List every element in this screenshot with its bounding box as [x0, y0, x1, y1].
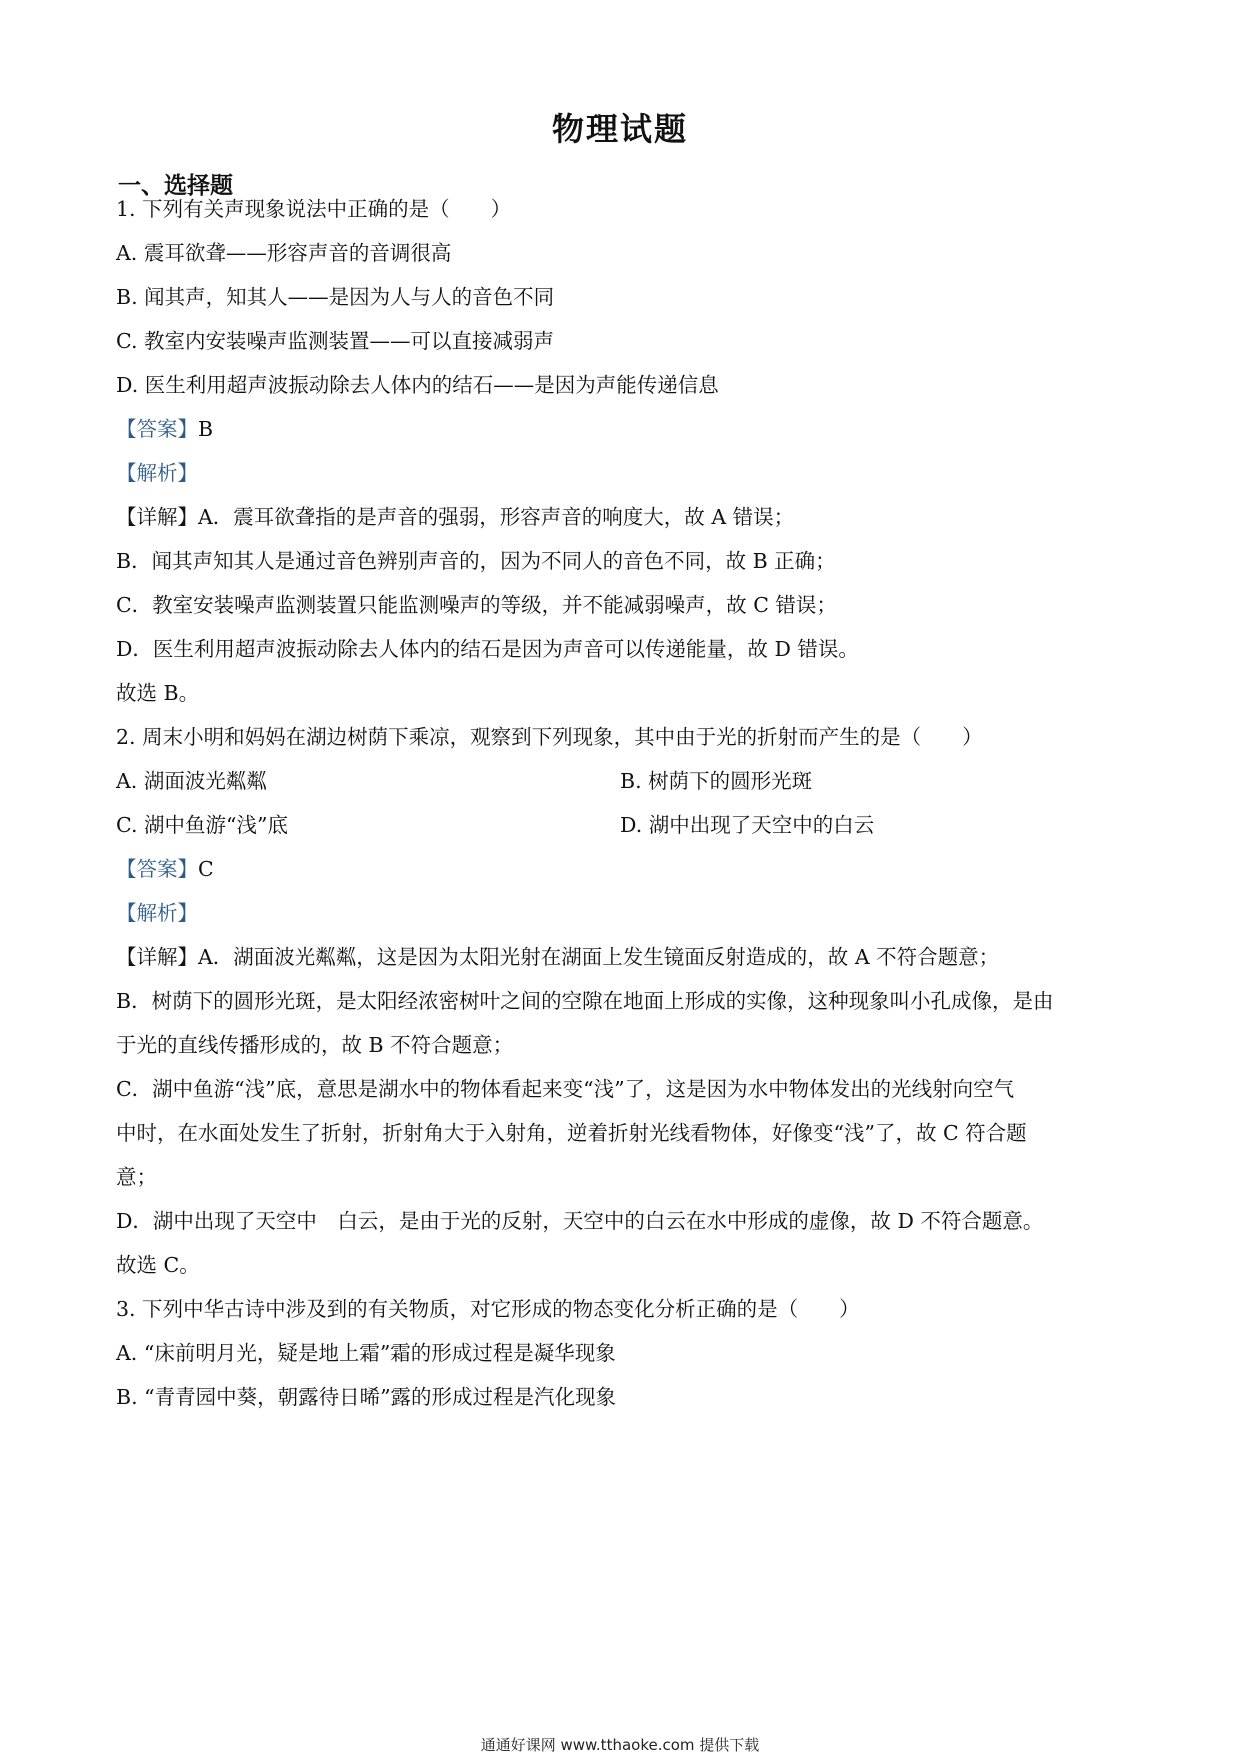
question-3-option-b: B. “青青园中葵，朝露待日晞”露的形成过程是汽化现象: [116, 1385, 617, 1409]
answer-tag: 【答案】: [116, 417, 198, 441]
page-title: 物理试题: [551, 110, 688, 148]
question-1-detail-c: C．教室安装噪声监测装置只能监测噪声的等级，并不能减弱噪声，故 C 错误；: [116, 593, 837, 617]
question-1-detail-d: D．医生利用超声波振动除去人体内的结石是因为声音可以传递能量，故 D 错误。: [116, 637, 859, 661]
page-footer: 通通好课网 www.tthaoke.com 提供下载: [480, 1736, 760, 1754]
answer-value: B: [198, 417, 214, 441]
question-2-detail-a: 【详解】A．湖面波光粼粼，这是因为太阳光射在湖面上发生镜面反射造成的，故 A 不符合题意；: [116, 945, 1000, 969]
question-2-stem: 2. 周末小明和妈妈在湖边树荫下乘凉，观察到下列现象，其中由于光的折射而产生的是（ ）: [116, 725, 983, 749]
question-1-conclusion: 故选 B。: [116, 681, 200, 705]
question-2-option-b: B. 树荫下的圆形光斑: [620, 769, 813, 793]
question-2-detail-b-line-1: B．树荫下的圆形光斑，是太阳经浓密树叶之间的空隙在地面上形成的实像，这种现象叫小孔成像，是由: [116, 989, 1054, 1013]
question-1-stem: 1. 下列有关声现象说法中正确的是（ ）: [116, 197, 512, 221]
question-2-analysis-tag: 【解析】: [116, 901, 198, 925]
answer-tag: 【答案】: [116, 857, 198, 881]
question-2-option-a: A. 湖面波光粼粼: [116, 769, 267, 793]
question-2-option-d: D. 湖中出现了天空中的白云: [620, 813, 875, 837]
question-2-conclusion: 故选 C。: [116, 1253, 200, 1277]
question-2-detail-c-line-2: 中时，在水面处发生了折射，折射角大于入射角，逆着折射光线看物体，好像变“浅”了，故 C 符合题: [116, 1121, 1027, 1145]
question-2-detail-b-line-2: 于光的直线传播形成的，故 B 不符合题意；: [116, 1033, 514, 1057]
question-1-answer: [116, 419, 213, 440]
question-2-detail-c-line-1: C．湖中鱼游“浅”底，意思是湖水中的物体看起来变“浅”了，这是因为水中物体发出的光线射向空气: [116, 1077, 1015, 1101]
question-1-analysis-tag: 【解析】: [116, 461, 198, 485]
question-3-stem: 3. 下列中华古诗中涉及到的有关物质，对它形成的物态变化分析正确的是（ ）: [116, 1297, 860, 1321]
question-2-answer: [116, 859, 214, 880]
question-1-option-c: C. 教室内安装噪声监测装置——可以直接减弱声: [116, 329, 554, 353]
question-1-option-b: B. 闻其声，知其人——是因为人与人的音色不同: [116, 285, 555, 309]
question-3-option-a: A. “床前明月光，疑是地上霜”霜的形成过程是凝华现象: [116, 1341, 616, 1365]
question-1-option-a: A. 震耳欲聋——形容声音的音调很高: [116, 241, 452, 265]
question-1-option-d: D. 医生利用超声波振动除去人体内的结石——是因为声能传递信息: [116, 373, 719, 397]
section-heading: 一、选择题: [118, 172, 233, 199]
question-2-detail-d: D．湖中出现了天空中 白云，是由于光的反射，天空中的白云在水中形成的虚像，故 D 不符合题意。: [116, 1209, 1044, 1233]
answer-value: C: [198, 857, 214, 881]
question-2-detail-c-line-3: 意；: [116, 1165, 157, 1189]
question-1-detail-b: B．闻其声知其人是通过音色辨别声音的，因为不同人的音色不同，故 B 正确；: [116, 549, 836, 573]
question-1-detail-a: 【详解】A．震耳欲聋指的是声音的强弱，形容声音的响度大，故 A 错误；: [116, 505, 795, 529]
question-2-option-c: C. 湖中鱼游“浅”底: [116, 813, 288, 837]
